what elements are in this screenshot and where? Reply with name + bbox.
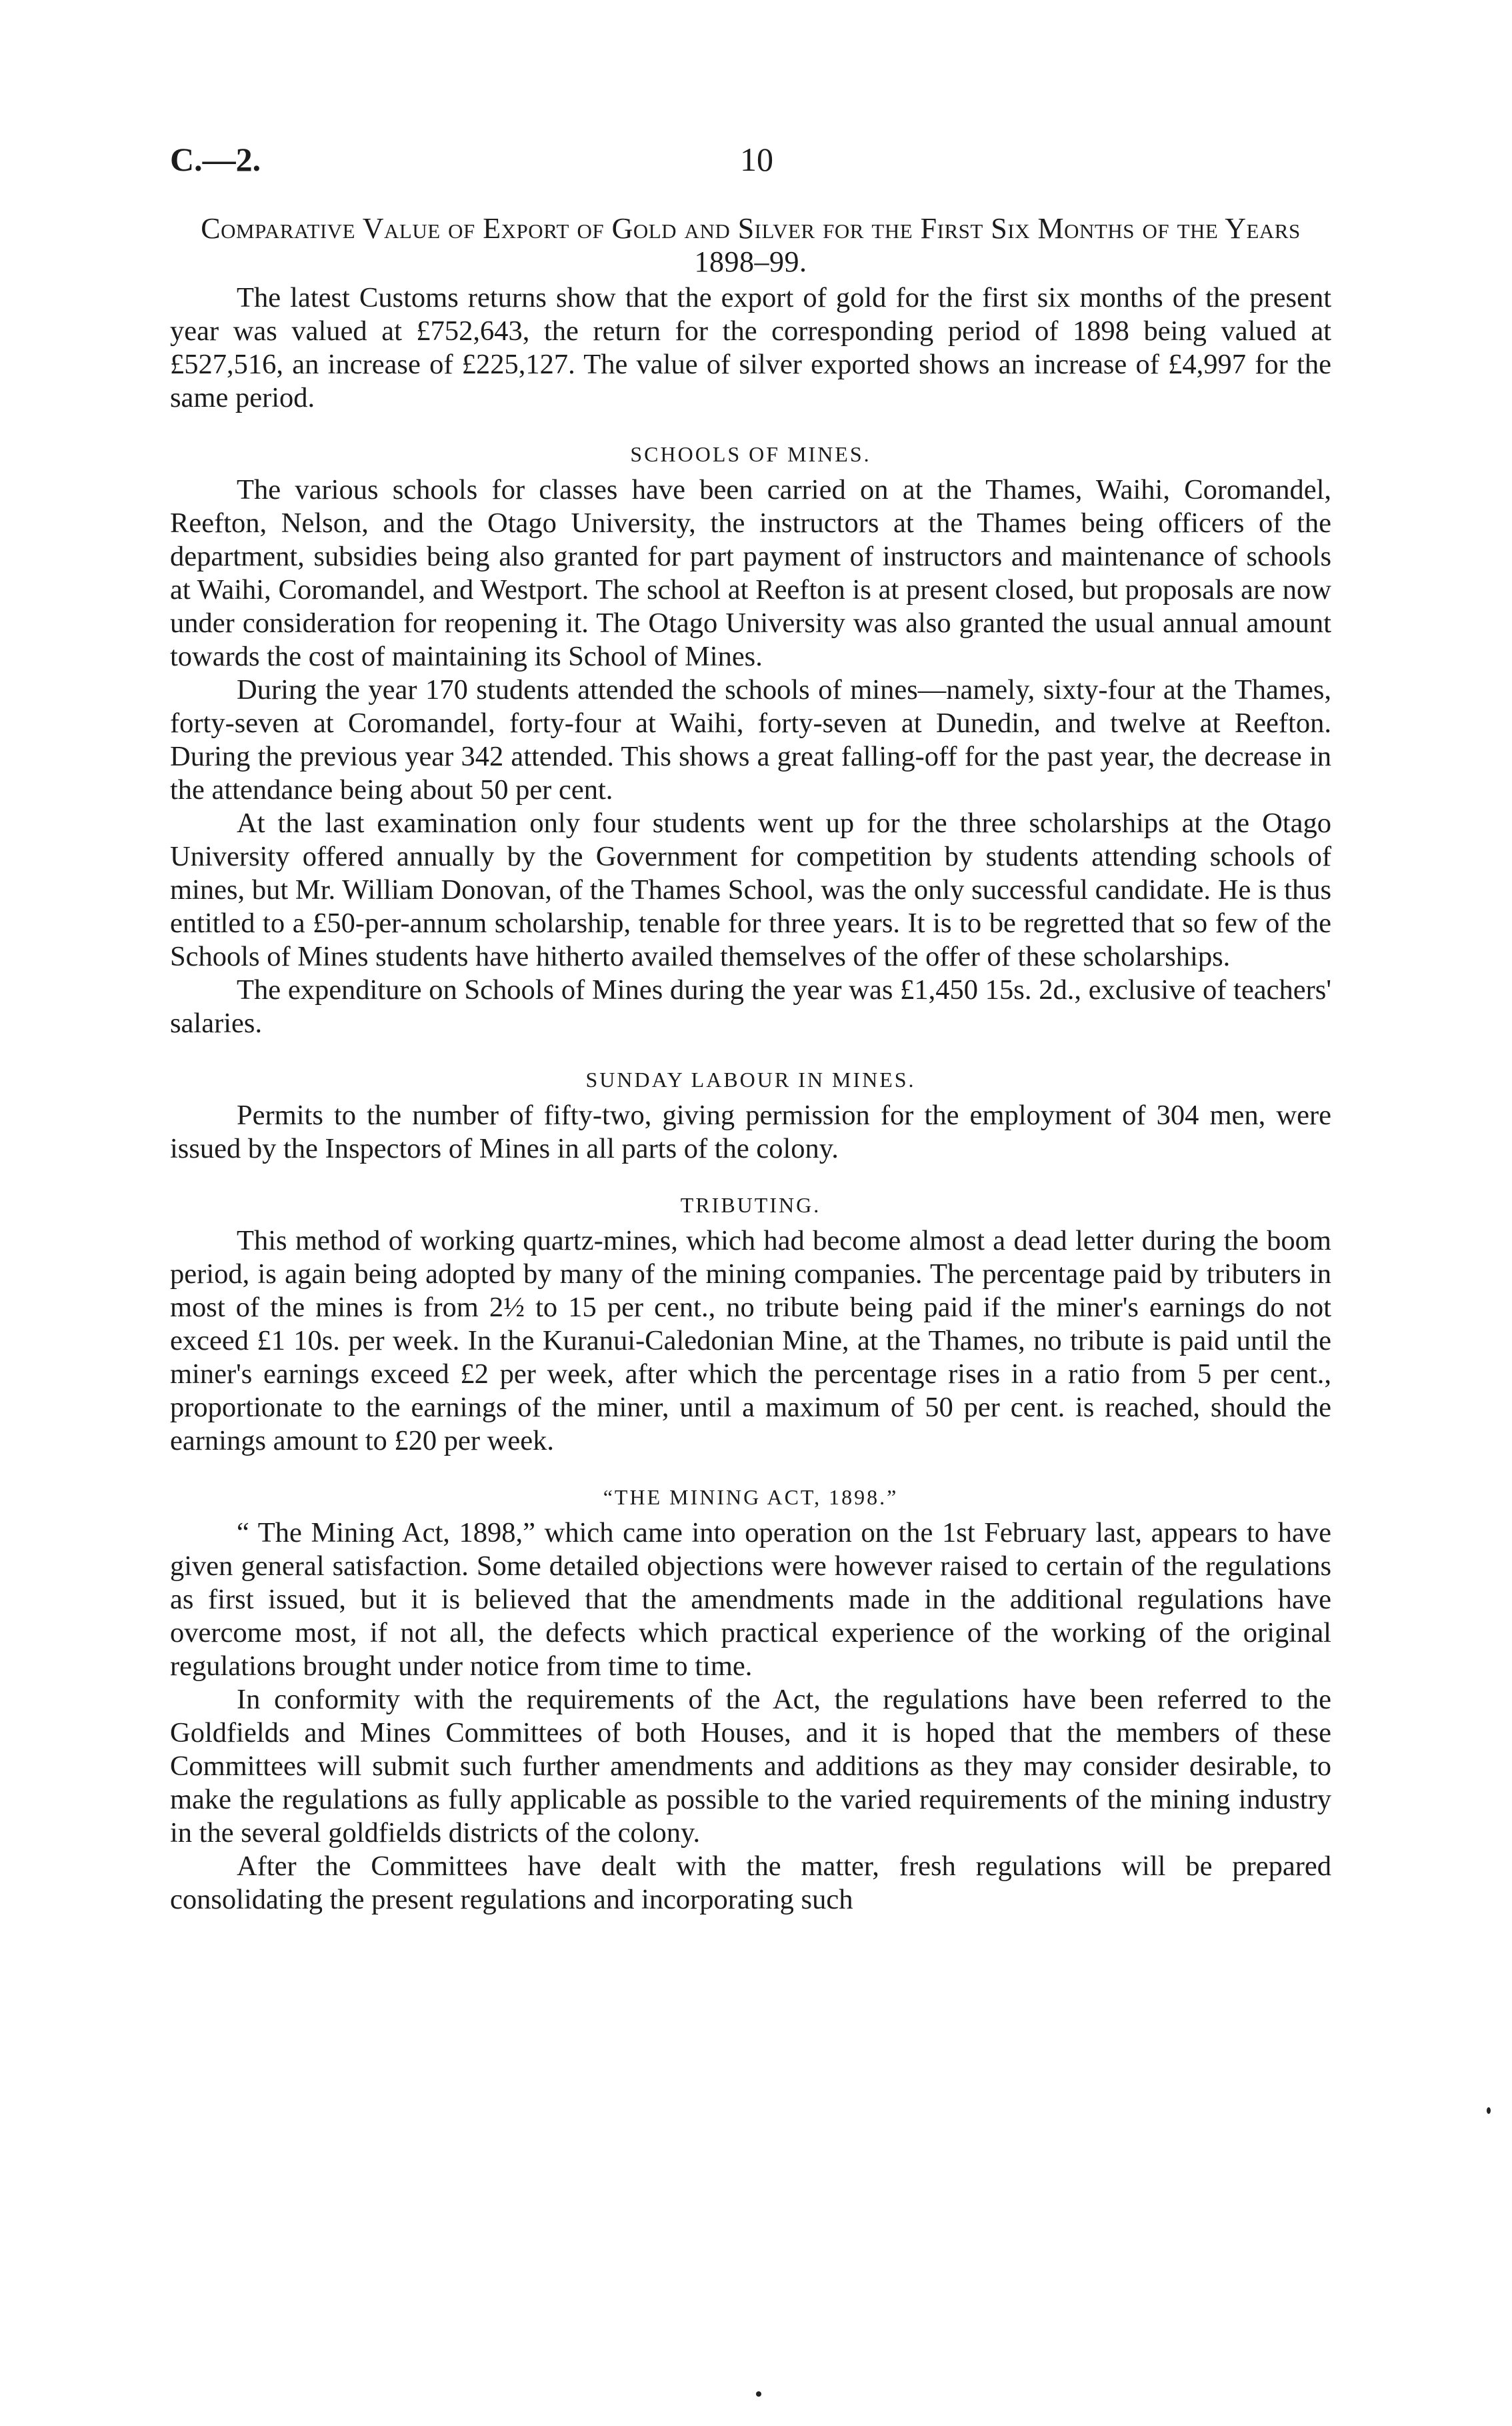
section-tributing — [170, 1190, 1331, 1458]
ink-speck — [1487, 2107, 1491, 2114]
paragraph: “ The Mining Act, 1898,” which came into operation on the 1st February last, appears to have given general satisfaction. Some detailed objections were however raised to certain of the regulations as first issued, but it is believed that the amendments made in the additional regulations have overcome most, if not all, the defects which practical experience of the working of the original regulations brought under notice from time to time. — [170, 1517, 1331, 1682]
section-heading: TRIBUTING. — [680, 1193, 821, 1217]
paragraph: After the Committees have dealt with the matter, fresh regulations will be prepared consolidating the present regulations and incorporating such — [170, 1851, 1331, 1915]
section-heading: Comparative Value of Export of Gold and Silver for the First Six Months of the Years 1898–99. — [201, 212, 1301, 278]
section-export-value — [170, 212, 1331, 415]
paragraph: In conformity with the requirements of the Act, the regulations have been referred to the Goldfields and Mines Committees of both Houses, and it is hoped that the members of these Committees will submit such further amendments and additions as they may consider desirable, to make the regulations as fully applicable as possible to the varied requirements of the mining industry in the several goldfields districts of the colony. — [170, 1684, 1331, 1849]
paragraph: During the year 170 students attended the schools of mines—namely, sixty-four at the Thames, forty-seven at Coromandel, forty-four at Waihi, forty-seven at Dunedin, and twelve at Reefton. During the previous year 342 attended. This shows a great falling-off for the past year, the decrease in the attendance being about 50 per cent. — [170, 674, 1331, 806]
paragraph: The expenditure on Schools of Mines during the year was £1,450 15s. 2d., exclusive of teachers' salaries. — [170, 974, 1331, 1039]
ink-speck — [756, 2391, 761, 2397]
page-header — [170, 140, 1325, 193]
section-heading: SCHOOLS OF MINES. — [630, 442, 871, 466]
section-heading: SUNDAY LABOUR IN MINES. — [585, 1068, 916, 1092]
paragraph: The various schools for classes have been carried on at the Thames, Waihi, Coromandel, Reefton, Nelson, and the Otago University, the instructors at the Thames being officers of the department, subsidies being also granted for part payment of instructors and maintenance of schools at Waihi, Coromandel, and Westport. The school at Reefton is at present closed, but proposals are now under consideration for reopening it. The Otago University was also granted the usual annual amount towards the cost of maintaining its School of Mines. — [170, 474, 1331, 672]
paragraph: The latest Customs returns show that the export of gold for the first six months of the present year was valued at £752,643, the return for the corresponding period of 1898 being valued at £527,516, an increase of £225,127. The value of silver exported shows an increase of £4,997 for the same period. — [170, 282, 1331, 413]
section-sunday-labour — [170, 1064, 1331, 1166]
paragraph: This method of working quartz-mines, which had become almost a dead letter during the boom period, is again being adopted by many of the mining companies. The percentage paid by tributers in most of the mines is from 2½ to 15 per cent., no tribute being paid if the miner's earnings do not exceed £1 10s. per week. In the Kuranui-Caledonian Mine, at the Thames, no tribute is paid until the miner's earnings exceed £2 per week, after which the percentage rises in a ratio from 5 per cent., proportionate to the earnings of the miner, until a maximum of 50 per cent. is reached, should the earnings amount to £20 per week. — [170, 1225, 1331, 1456]
section-schools-of-mines — [170, 439, 1331, 1040]
document-body — [170, 212, 1331, 1917]
paragraph: Permits to the number of fifty-two, giving permission for the employment of 304 men, were issued by the Inspectors of Mines in all parts of the colony. — [170, 1100, 1331, 1164]
section-heading: “THE MINING ACT, 1898.” — [603, 1485, 899, 1509]
paragraph: At the last examination only four students went up for the three scholarships at the Otago University offered annually by the Government for competition by students attending schools of mines, but Mr. William Donovan, of the Thames School, was the only successful candidate. He is thus entitled to a £50-per-annum scholarship, tenable for three years. It is to be regretted that so few of the Schools of Mines students have hitherto availed themselves of the offer of these scholarships. — [170, 808, 1331, 972]
series-code: C.—2. — [170, 141, 261, 178]
section-mining-act — [170, 1482, 1331, 1917]
page-number: 10 — [740, 141, 773, 178]
